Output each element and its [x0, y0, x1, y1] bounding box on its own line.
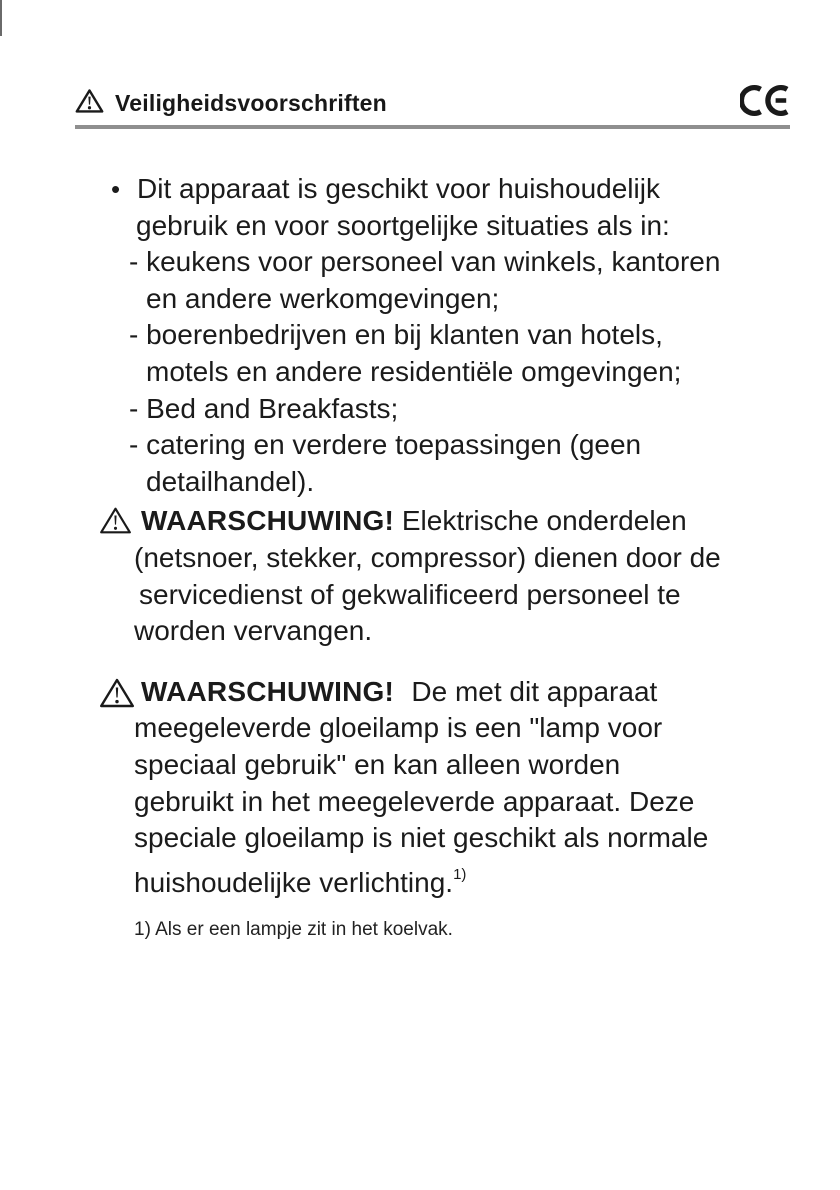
warning-text: De met dit apparaat [411, 675, 658, 707]
sub-list-line: - boerenbedrijven en bij klanten van hotels, [129, 319, 663, 351]
header-divider [75, 125, 790, 129]
ce-mark-icon [740, 82, 790, 124]
sub-list-line: - keukens voor personeel van winkels, kantoren [129, 246, 721, 278]
warning-triangle-icon [99, 677, 135, 709]
warning-text-line: servicedienst of gekwalificeerd personeel te [139, 578, 681, 610]
warning-text-line [75, 503, 765, 540]
list-item-line: gebruik en voor soortgelijke situaties als in: [136, 209, 670, 241]
warning-text-line: (netsnoer, stekker, compressor) dienen door de [134, 541, 721, 573]
sub-list-line: motels en andere residentiële omgevingen; [146, 355, 682, 387]
sub-list-line: detailhandel). [146, 465, 315, 497]
list-item-text: Dit apparaat is geschikt voor huishoudelijk [137, 173, 660, 204]
warning-text-line: worden vervangen. [134, 615, 373, 647]
warning-paragraph-lamp [75, 674, 765, 902]
header-title-group [75, 88, 387, 119]
scan-artifact [0, 0, 2, 36]
warning-text-line: speciaal gebruik" en kan alleen worden [134, 748, 621, 780]
warning-text-line: meegeleverde gloeilamp is een "lamp voor [134, 712, 663, 744]
warning-text-line [75, 674, 765, 711]
warning-text: Elektrische onderdelen [401, 505, 687, 537]
page-header [75, 82, 790, 124]
warning-triangle-icon [75, 88, 104, 119]
warning-text-line: gebruikt in het meegeleverde apparaat. Deze [134, 785, 695, 817]
warning-text-line [75, 857, 765, 902]
footnote-reference: 1) [453, 865, 467, 883]
footnote-text: 1) Als er een lampje zit in het koelvak. [134, 919, 453, 941]
warning-text-line: speciale gloeilamp is niet geschikt als normale [134, 822, 709, 854]
warning-triangle-icon [99, 506, 135, 538]
page-content [75, 171, 765, 942]
warning-text: huishoudelijke verlichting. [134, 866, 454, 898]
sub-list-line: - Bed and Breakfasts; [129, 392, 399, 424]
sub-list-line: - catering en verdere toepassingen (geen [129, 429, 642, 461]
sub-list-line: en andere werkomgevingen; [146, 282, 500, 314]
warning-label: WAARSCHUWING! [141, 505, 395, 537]
warning-paragraph-electrical [75, 503, 765, 649]
bullet-icon: • [111, 174, 121, 204]
list-item-line [75, 171, 765, 208]
page-title: Veiligheidsvoorschriften [115, 89, 387, 116]
warning-label: WAARSCHUWING! [141, 675, 395, 707]
